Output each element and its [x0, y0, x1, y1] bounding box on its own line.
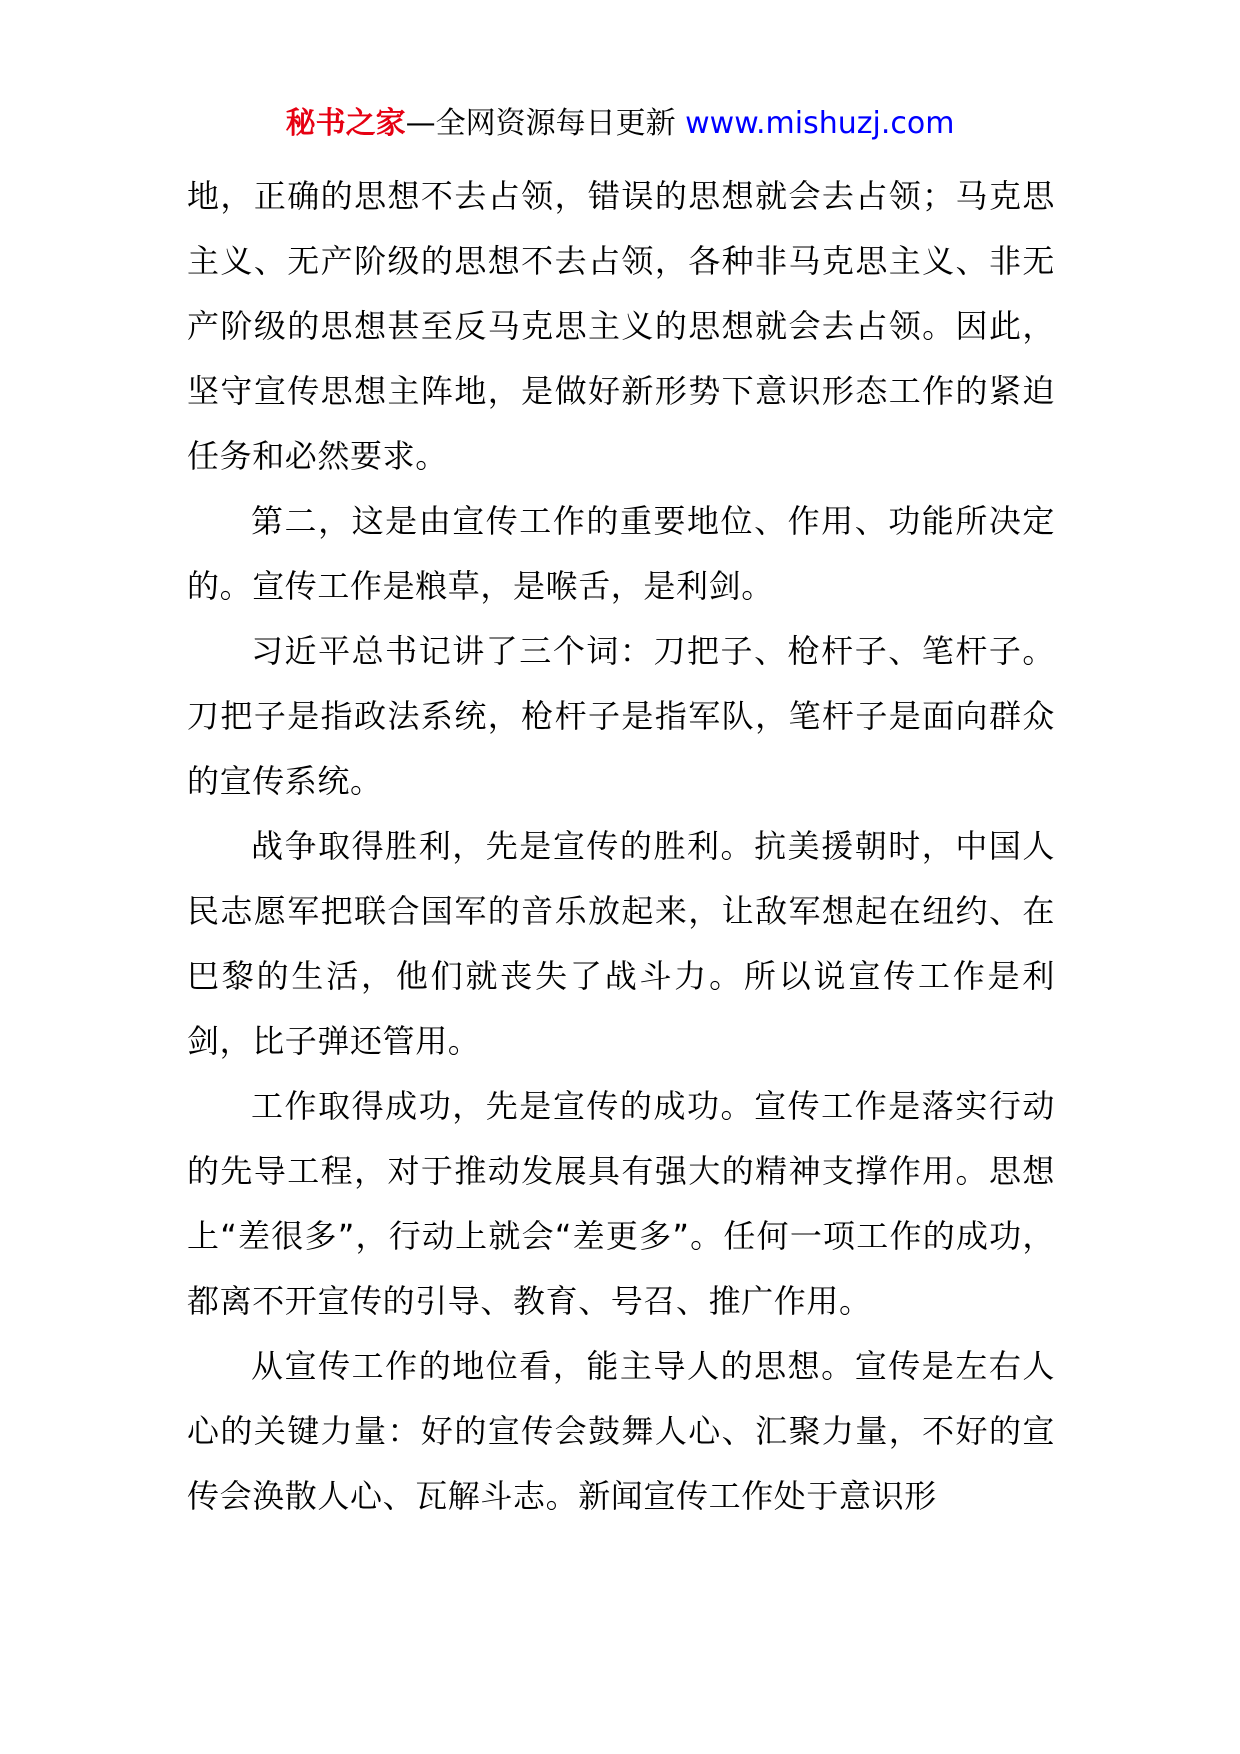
- paragraph: 从宣传工作的地位看，能主导人的思想。宣传是左右人心的关键力量：好的宣传会鼓舞人心、汇聚力量，不好的宣传会涣散人心、瓦解斗志。新闻宣传工作处于意识形: [187, 1347, 1055, 1515]
- header-slogan: —全网资源每日更新: [405, 106, 686, 141]
- paragraph: 工作取得成功，先是宣传的成功。宣传工作是落实行动的先导工程，对于推动发展具有强大的精神支撑作用。思想上“差很多”，行动上就会“差更多”。任何一项工作的成功，都离不开宣传的引导、教育、号召、推广作用。: [187, 1087, 1055, 1320]
- paragraph: 第二，这是由宣传工作的重要地位、作用、功能所决定的。宣传工作是粮草，是喉舌，是利剑。: [187, 502, 1055, 605]
- site-url-link[interactable]: www.mishuzj.com: [685, 106, 955, 141]
- paragraph: 战争取得胜利，先是宣传的胜利。抗美援朝时，中国人民志愿军把联合国军的音乐放起来，让敌军想起在纽约、在巴黎的生活，他们就丧失了战斗力。所以说宣传工作是利剑，比子弹还管用。: [187, 827, 1055, 1060]
- site-header: [0, 104, 1240, 144]
- paragraph-continuation: 地，正确的思想不去占领，错误的思想就会去占领；马克思主义、无产阶级的思想不去占领，各种非马克思主义、非无产阶级的思想甚至反马克思主义的思想就会去占领。因此，坚守宣传思想主阵地，是做好新形势下意识形态工作的紧迫任务和必然要求。: [187, 177, 1055, 475]
- brand-name: 秘书之家: [285, 106, 406, 141]
- paragraph: 习近平总书记讲了三个词：刀把子、枪杆子、笔杆子。刀把子是指政法系统，枪杆子是指军队，笔杆子是面向群众的宣传系统。: [187, 632, 1055, 800]
- document-body: [187, 164, 1055, 1529]
